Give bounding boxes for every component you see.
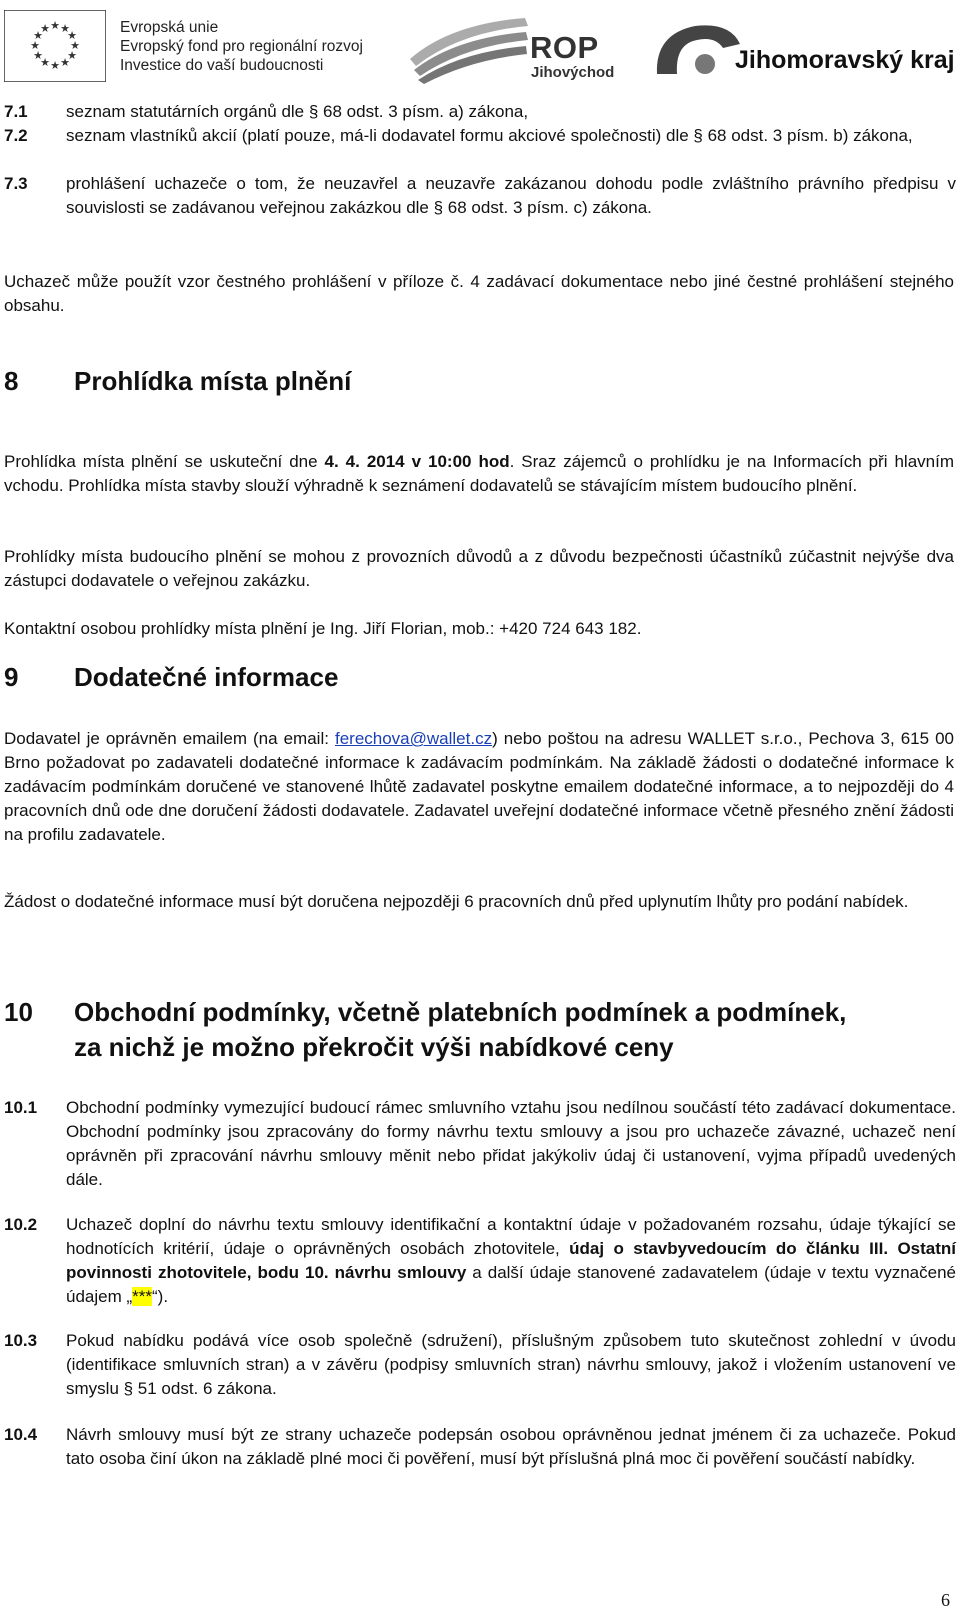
eu-line-1: Evropská unie [120, 19, 219, 36]
svg-text:★: ★ [67, 49, 77, 62]
list-item: Pokud nabídku podává více osob společně (sdružení), příslušným způsobem tuto skutečnost zohlední v úvodu (identifikace smluvních stran) a v závěru (podpisy smluvních stran) návrhu smlouvy, jakož i vložením ustanovení ve smyslu § 51 odst. 6 zákona. [66, 1331, 956, 1398]
text-span: Prohlídka místa plnění se uskuteční dne [4, 452, 325, 471]
section-8-title: Prohlídka místa plnění [74, 366, 352, 396]
section-8-number: 8 [4, 366, 19, 396]
section-9-number: 9 [4, 662, 19, 692]
jmk-logo-text: Jihomoravský kraj [735, 46, 955, 74]
text-span: “). [152, 1287, 169, 1306]
svg-text:★: ★ [33, 49, 43, 62]
list-item-number: 7.1 [4, 102, 28, 121]
highlight-marker: *** [132, 1287, 152, 1306]
svg-text:★: ★ [60, 22, 70, 35]
list-item [66, 1213, 956, 1309]
email-link[interactable]: ferechova@wallet.cz [334, 729, 493, 748]
section-10-number: 10 [4, 997, 33, 1027]
eu-line-2: Evropský fond pro regionální rozvoj [120, 38, 363, 55]
list-item: seznam statutárních orgánů dle § 68 odst. 3 písm. a) zákona, [66, 102, 529, 121]
list-item-number: 10.1 [4, 1098, 38, 1117]
list-item-number: 7.3 [4, 174, 28, 193]
header-logos [0, 0, 960, 90]
paragraph-vzor: Uchazeč může použít vzor čestného prohlášení v příloze č. 4 zadávací dokumentace nebo jiné čestné prohlášení stejného obsahu. [4, 272, 954, 315]
list-item-number: 10.4 [4, 1425, 38, 1444]
svg-text:★: ★ [40, 56, 50, 69]
bold-text: údaj o stavbyvedoucím do článku III. Ostatní povinnosti zhotovitele, bodu 10. návrhu smlouvy [66, 1239, 957, 1282]
section-8-contact: Kontaktní osobou prohlídky místa plnění je Ing. Jiří Florian, mob.: +420 724 643 182. [4, 619, 642, 638]
svg-text:★: ★ [60, 56, 70, 69]
text-span: Uchazeč doplní do návrhu textu smlouvy identifikační a kontaktní údaje v požadovaném rozsahu, údaje týkající se hodnotících kritérií, údaje o oprávněných osobách zhotovitele, [66, 1215, 956, 1258]
list-item-number: 10.3 [4, 1331, 38, 1350]
svg-text:★: ★ [70, 39, 80, 52]
svg-text:★: ★ [67, 29, 77, 42]
section-8-paragraph-1 [4, 450, 954, 498]
text-span: a další údaje stanovené zadavatelem (údaje v textu vyznačené údajem „ [66, 1263, 956, 1306]
list-item: prohlášení uchazeče o tom, že neuzavřel a neuzavře zakázanou dohodu podle zvláštního právního předpisu v souvislosti se zadávanou veřejnou zakázkou dle § 68 odst. 3 písm. c) zákona. [66, 174, 956, 217]
eu-flag-icon [4, 10, 106, 82]
section-9-title: Dodatečné informace [74, 662, 339, 692]
text-span: Dodavatel je oprávněn emailem (na email: [4, 729, 335, 748]
section-10-title-line-2: za nichž je možno překročit výši nabídkové ceny [74, 1032, 674, 1062]
text-span: ) nebo poštou na adresu WALLET s.r.o., Pechova 3, 615 00 Brno požadovat po zadavateli dodatečné informace k zadávacím podmínkám. Na základě žádosti o dodatečné informace k zadávacím podmínkám doručené ve stanovené lhůtě zadavatel poskytne emailem dodatečné informace, a to nejpozději do 4 pracovních dnů ode dne doručení žádosti dodavatele. Zadavatel uveřejní dodatečné informace včetně přesného znění žádosti na profilu zadavatele. [4, 729, 954, 844]
list-item: Návrh smlouvy musí být ze strany uchazeče podepsán osobou oprávněnou jednat jménem či za uchazeče. Pokud tato osoba činí úkon na základě plné moci či pověření, musí být příslušná plná moc či pověření součástí nabídky. [66, 1425, 956, 1468]
eu-text-block [120, 18, 363, 75]
section-10-title-line-1: Obchodní podmínky, včetně platebních podmínek a podmínek, [74, 997, 847, 1027]
svg-text:★: ★ [50, 59, 60, 72]
inspection-date: 4. 4. 2014 v 10:00 hod [324, 452, 510, 471]
section-9-paragraph-1 [4, 727, 954, 847]
rop-logo-text: ROP [530, 30, 599, 65]
section-8-paragraph-2: Prohlídky místa budoucího plnění se mohou z provozních důvodů a z důvodu bezpečnosti účastníků zúčastnit nejvýše dva zástupci dodavatele o veřejnou zakázku. [4, 547, 954, 590]
svg-text:★: ★ [33, 29, 43, 42]
list-item-number: 7.2 [4, 126, 28, 145]
rop-region-text: Jihovýchod [531, 64, 615, 81]
page-number: 6 [941, 1590, 950, 1610]
list-item: seznam vlastníků akcií (platí pouze, má-li dodavatel formu akciové společnosti) dle § 68 odst. 3 písm. b) zákona, [66, 126, 913, 145]
list-item-number: 10.2 [4, 1215, 38, 1234]
eu-line-3: Investice do vaší budoucnosti [120, 57, 324, 74]
text-span: . Sraz zájemců o prohlídku je na Informacích při hlavním vchodu. Prohlídka místa stavby slouží výhradně k seznámení dodavatelů se stávajícím místem budoucího plnění. [4, 452, 954, 495]
section-9-paragraph-2: Žádost o dodatečné informace musí být doručena nejpozději 6 pracovních dnů před uplynutím lhůty pro podání nabídek. [4, 892, 909, 911]
svg-text:★: ★ [50, 19, 60, 32]
svg-text:★: ★ [30, 39, 40, 52]
list-item: Obchodní podmínky vymezující budoucí rámec smluvního vztahu jsou nedílnou součástí této zadávací dokumentace. Obchodní podmínky jsou zpracovány do formy návrhu textu smlouvy a jsou pro uchazeče závazné, uchazeč není oprávněn při zpracování návrhu smlouvy měnit nebo přidat jakýkoliv údaj či ustanovení, vyjma případů uvedených dále. [66, 1098, 956, 1189]
svg-text:★: ★ [40, 22, 50, 35]
